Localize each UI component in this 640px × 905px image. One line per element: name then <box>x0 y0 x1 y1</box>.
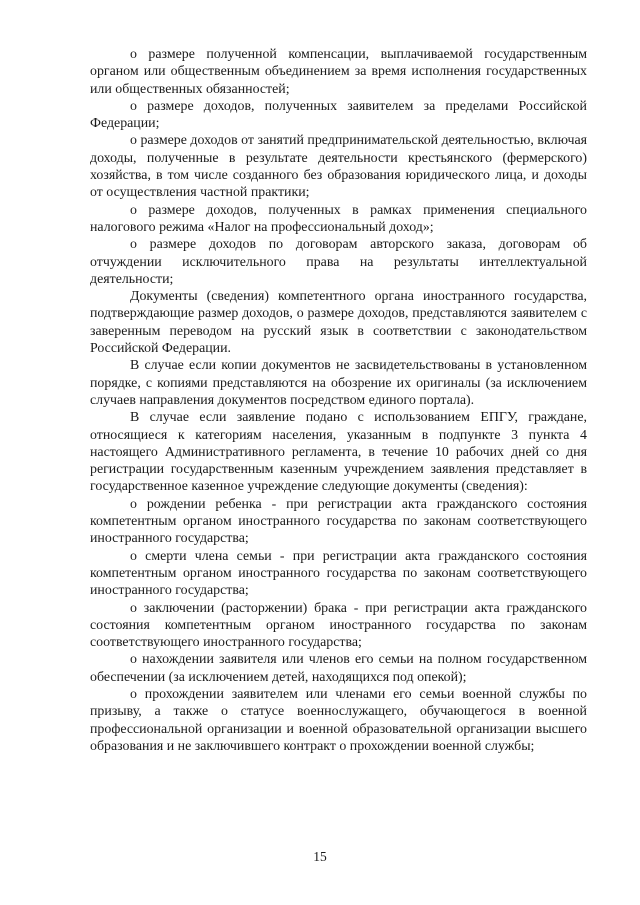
paragraph-author-contract-income: о размере доходов по договорам авторского заказа, договорам об отчуждении исключительного права на результаты интеллектуальной деятельности; <box>90 237 587 287</box>
paragraph-child-birth: о рождении ребенка - при регистрации акта гражданского состояния компетентным органом иностранного государства по законам соответствующего иностранного государства; <box>90 496 587 547</box>
paragraph-military-service: о прохождении заявителем или членами его семьи военной службы по призыву, а также о статусе военнослужащего, обучающегося в военной профессиональной организации и военной образовательной организации высшего образования и не заключившего контракт о прохождении военной службы; <box>90 686 587 754</box>
paragraph-uncertified-copies: В случае если копии документов не засвидетельствованы в установленном порядке, с копиями представляются на обозрение их оригиналы (за исключением случаев направления документов посредством единого портала). <box>90 358 587 408</box>
paragraph-foreign-income: о размере доходов, полученных заявителем за пределами Российской Федерации; <box>90 98 587 132</box>
paragraph-compensation-income: о размере полученной компенсации, выплачиваемой государственным органом или общественным объединением за время исполнения государственных или общественных обязанностей; <box>90 47 587 97</box>
paragraph-family-member-death: о смерти члена семьи - при регистрации акта гражданского состояния компетентным органом иностранного государства по законам соответствующего иностранного государства; <box>90 548 587 599</box>
document-body <box>90 46 587 755</box>
paragraph-foreign-documents: Документы (сведения) компетентного органа иностранного государства, подтверждающие размер доходов, о размере доходов, представляются заявителем с заверенным переводом на русский язык в соответствии с законодательством Российской Федерации. <box>90 289 587 357</box>
page-number: 15 <box>313 849 327 864</box>
paragraph-marriage: о заключении (расторжении) брака - при регистрации акта гражданского состояния компетентным органом иностранного государства по законам соответствующего иностранного государства; <box>90 600 587 651</box>
paragraph-professional-tax-income: о размере доходов, полученных в рамках применения специального налогового режима «Налог на профессиональный доход»; <box>90 202 587 235</box>
paragraph-state-support: о нахождении заявителя или членов его семьи на полном государственном обеспечении (за исключением детей, находящихся под опекой); <box>90 652 587 685</box>
paragraph-entrepreneurial-income: о размере доходов от занятий предпринимательской деятельностью, включая доходы, полученные в результате деятельности крестьянского (фермерского) хозяйства, в том числе созданного без образования юридического лица, и доходы от осуществления частной практики; <box>90 133 587 201</box>
paragraph-epgu-application: В случае если заявление подано с использованием ЕПГУ, граждане, относящиеся к категориям населения, указанным в подпункте 3 пункта 4 настоящего Административного регламента, в течение 10 рабочих дней со дня регистрации государственным казенным учреждением заявления представляет в государственное казенное учреждение следующие документы (сведения): <box>90 410 587 495</box>
